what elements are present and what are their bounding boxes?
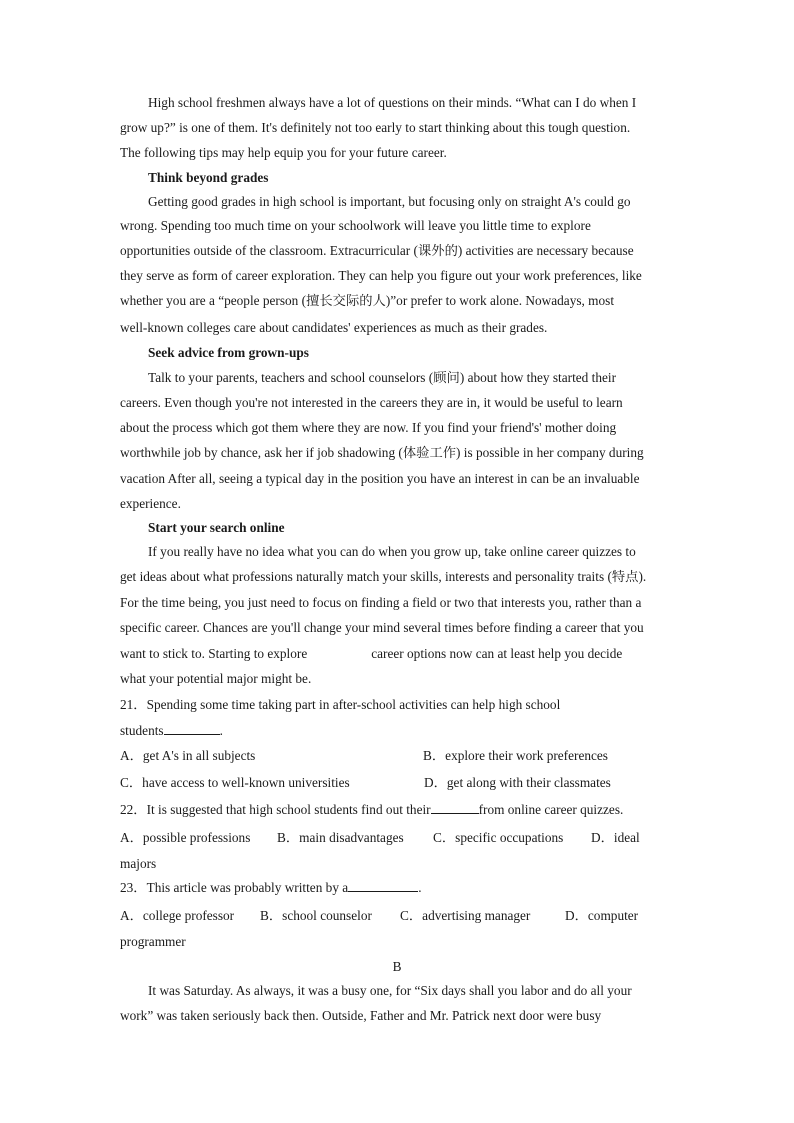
q23-option-b: B．school counselor [260,908,372,923]
passage-b-line: It was Saturday. As always, it was a busy one, for “Six days shall you labor and do all your [148,983,632,998]
q23-option-d-wrap: programmer [120,934,186,949]
q21-option-b: B．explore their work preferences [423,748,608,763]
paragraph-advice-line: vacation After all, seeing a typical day in the position you have an interest in can be an invaluable [120,471,640,486]
passage-b-label: B [392,959,402,974]
paragraph-intro-line: grow up?” is one of them. It's definitely not too early to start thinking about this tough question. [120,120,631,135]
question-22-stem [120,801,623,819]
question-21-stem-wrap [120,722,223,740]
paragraph-advice-line: experience. [120,496,181,511]
section-heading-advice: Seek advice from grown-ups [148,345,309,360]
paragraph-online-line: get ideas about what professions naturally match your skills, interests and personality traits (特点). [120,569,647,584]
answer-blank [348,879,418,892]
paragraph-advice-line: Talk to your parents, teachers and school counselors (顾问) about how they started their [148,370,617,385]
answer-blank [164,722,220,735]
question-21-stem: 21．Spending some time taking part in after-school activities can help high school [120,697,561,712]
q21-option-d: D．get along with their classmates [424,775,611,790]
paragraph-intro-line: The following tips may help equip you for your future career. [120,145,447,160]
question-22-pre: 22．It is suggested that high school students find out their [120,802,431,817]
paragraph-online-line: what your potential major might be. [120,671,312,686]
q23-option-d: D．computer [565,908,639,923]
paragraph-grades-line: well-known colleges care about candidates' experiences as much as their grades. [120,320,548,335]
q22-option-d-wrap: majors [120,856,157,871]
question-22-post: from online career quizzes. [478,802,624,817]
section-heading-online: Start your search online [148,520,285,535]
q21-option-c: C．have access to well-known universities [120,775,350,790]
paragraph-grades-line: Getting good grades in high school is important, but focusing only on straight A's could go [148,194,631,209]
question-21-word: students [120,723,164,738]
paragraph-grades-line: they serve as form of career exploration. They can help you figure out your work preferences, like [120,268,642,283]
paragraph-online-line: If you really have no idea what you can do when you grow up, take online career quizzes to [148,544,636,559]
paragraph-online-line: For the time being, you just need to focus on finding a field or two that interests you, rather than a [120,595,642,610]
question-21-period: . [219,723,223,738]
q22-option-b: B．main disadvantages [277,830,404,845]
section-heading-grades: Think beyond grades [148,170,269,185]
paragraph-online-line: specific career. Chances are you'll change your mind several times before finding a career that you [120,620,644,635]
q22-option-c: C．specific occupations [433,830,564,845]
question-23-pre: 23．This article was probably written by a [120,880,349,895]
paragraph-grades-line: opportunities outside of the classroom. Extracurricular (课外的) activities are necessary because [120,243,634,258]
paragraph-grades-line: wrong. Spending too much time on your schoolwork will leave you little time to explore [120,218,591,233]
question-23-stem [120,879,422,897]
paragraph-intro-line: High school freshmen always have a lot of questions on their minds. “What can I do when I [148,95,637,110]
paragraph-advice-line: about the process which got them where they are now. If you find your friend's' mother doing [120,420,617,435]
q23-option-a: A．college professor [120,908,235,923]
q21-option-a: A．get A's in all subjects [120,748,256,763]
q22-option-d: D．ideal [591,830,640,845]
answer-blank [431,801,479,814]
paragraph-grades-line: whether you are a “people person (擅长交际的人)”or prefer to work alone. Nowadays, most [120,293,615,308]
paragraph-online-line [120,645,622,663]
paragraph-advice-line: worthwhile job by chance, ask her if job shadowing (体验工作) is possible in her company during [120,445,644,460]
question-23-period: . [418,880,422,895]
q22-option-a: A．possible professions [120,830,251,845]
passage-b-line: work” was taken seriously back then. Outside, Father and Mr. Patrick next door were busy [120,1008,602,1023]
line-text-end: career options now can at least help you decide [371,646,623,661]
paragraph-advice-line: careers. Even though you're not interested in the careers they are in, it would be useful to learn [120,395,623,410]
line-text-start: want to stick to. Starting to explore [120,646,308,661]
q23-option-c: C．advertising manager [400,908,531,923]
